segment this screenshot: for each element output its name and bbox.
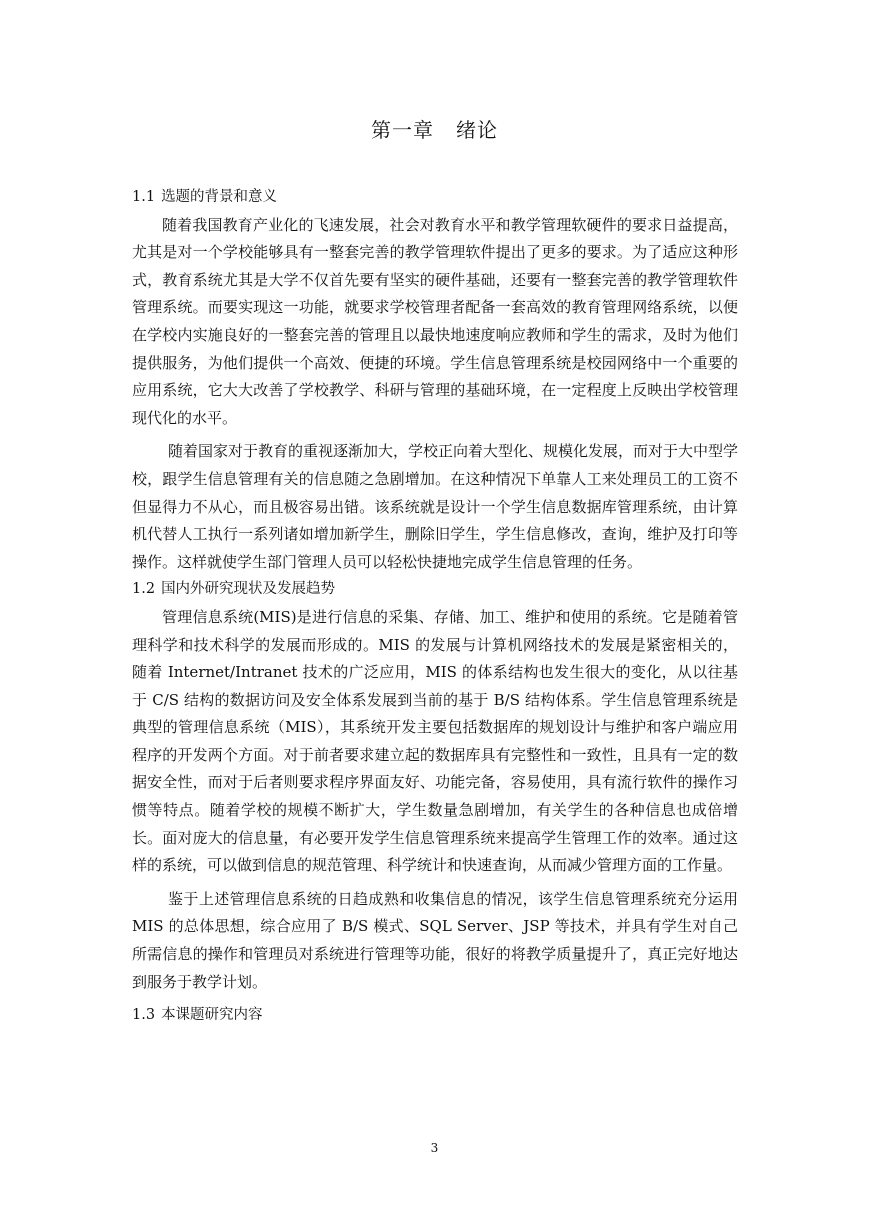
section-title: 本课题研究内容 (161, 1007, 263, 1024)
chapter-name: 绪论 (456, 118, 498, 142)
chapter-number: 第一章 (371, 118, 434, 142)
page-number: 3 (430, 1141, 439, 1155)
body-paragraph: 随着国家对于教育的重视逐渐加大，学校正向着大型化、规模化发展，而对于大中型学校，跟学生信息管理有关的信息随之急剧增加。在这种情况下单靠人工来处理员工的工资不但显得力不从心，而且极容易出错。该系统就是设计一个学生信息数据库管理系统，由计算机代替人工执行一系列诸如增加新学生，删除旧学生，学生信息修改，查询，维护及打印等操作。这样就使学生部门管理人员可以轻松快捷地完成学生信息管理的任务。 (132, 442, 739, 571)
chapter-title (0, 114, 869, 143)
section-heading-1-2 (132, 576, 738, 604)
section-title: 选题的背景和意义 (161, 189, 278, 205)
body-paragraph: 管理信息系统(MIS)是进行信息的采集、存储、加工、维护和使用的系统。它是随着管理科学和技术科学的发展而形成的。MIS 的发展与计算机网络技术的发展是紧密相关的，随着 Internet/Intranet 技术的广泛应用，MIS 的体系结构也发生很大的变化，从以往基于 C/S 结构的数据访问及安全体系发展到当前的基于 B/S 结构体系。学生信息管理系统是典型的管理信息系统（MIS），其系统开发主要包括数据库的规划设计与维护和客户端应用程序的开发两个方面。对于前者要求建立起的数据库具有完整性和一致性，且具有一定的数据安全性，而对于后者则要求程序界面友好、功能完备，容易使用，具有流行软件的操作习惯等特点。随着学校的规模不断扩大，学生数量急剧增加，有关学生的各种信息也成倍增长。面对庞大的信息量，有必要开发学生信息管理系统来提高学生管理工作的效率。通过这样的系统，可以做到信息的规范管理、科学统计和快速查询，从而减少管理方面的工作量。 (132, 607, 738, 875)
section-heading-1-1 (132, 184, 738, 212)
body-paragraph: 鉴于上述管理信息系统的日趋成熟和收集信息的情况，该学生信息管理系统充分运用 MIS 的总体思想，综合应用了 B/S 模式、SQL Server、JSP 等技术，并具有学生对自己所需信息的操作和管理员对系统进行管理等功能，很好的将教学质量提升了，真正完好地达到服务于教学计划。 (132, 889, 738, 991)
section-heading-1-3 (132, 1002, 738, 1030)
section-number: 1.1 (132, 189, 156, 205)
body-paragraph: 随着我国教育产业化的飞速发展，社会对教育水平和教学管理软硬件的要求日益提高，尤其是对一个学校能够具有一整套完善的教学管理软件提出了更多的要求。为了适应这种形式，教育系统尤其是大学不仅首先要有坚实的硬件基础，还要有一整套完善的教学管理软件管理系统。而要实现这一功能，就要求学校管理者配备一套高效的教育管理网络系统，以便在学校内实施良好的一整套完善的管理且以最快地速度响应教师和学生的需求，及时为他们提供服务，为他们提供一个高效、便捷的环境。学生信息管理系统是校园网络中一个重要的应用系统，它大大改善了学校教学、科研与管理的基础环境，在一定程度上反映出学校管理现代化的水平。 (132, 215, 738, 427)
section-number: 1.2 (132, 581, 156, 598)
section-title: 国内外研究现状及发展趋势 (161, 581, 336, 598)
section-number: 1.3 (132, 1007, 156, 1024)
document-body (132, 184, 738, 1030)
